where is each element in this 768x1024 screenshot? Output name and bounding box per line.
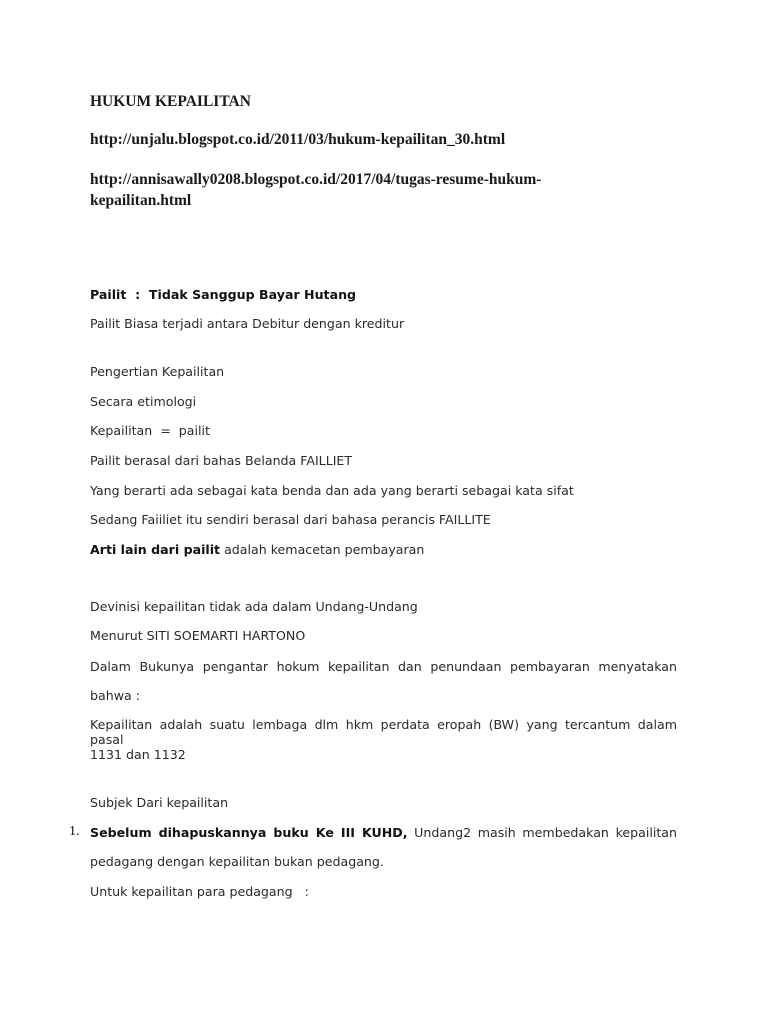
pengertian-heading: Pengertian Kepailitan [90, 364, 225, 379]
arti-lain-line [90, 542, 424, 557]
pailit-biasa-text: Pailit Biasa terjadi antara Debitur dengan kreditur [90, 316, 405, 331]
arti-lain-rest: adalah kemacetan pembayaran [220, 542, 425, 557]
dalam-bukunya-line-2: bahwa : [90, 688, 140, 703]
list-item-1-line-2: pedagang dengan kepailitan bukan pedagang. [90, 854, 384, 869]
kepailitan-equals-pailit: Kepailitan = pailit [90, 423, 210, 438]
kepailitan-adalah-line-2: 1131 dan 1132 [90, 747, 186, 762]
kepailitan-adalah-line-1: Kepailitan adalah suatu lembaga dlm hkm perdata eropah (BW) yang tercantum dalam pasal [90, 717, 677, 747]
source-link-2-line-1: http://annisawally0208.blogspot.co.id/2017/04/tugas-resume-hukum- [90, 171, 542, 188]
subjek-heading: Subjek Dari kepailitan [90, 795, 229, 810]
list-item-1-bold: Sebelum dihapuskannya buku Ke III KUHD, [90, 825, 408, 840]
list-item-1-line-1 [90, 825, 677, 840]
etimologi-heading: Secara etimologi [90, 394, 197, 409]
untuk-kepailitan-heading: Untuk kepailitan para pedagang : [90, 884, 309, 899]
pailit-definition-text: Pailit : Tidak Sanggup Bayar Hutang [90, 287, 357, 302]
pailit-definition [90, 287, 356, 302]
dalam-bukunya-line-1: Dalam Bukunya pengantar hokum kepailitan dan penundaan pembayaran menyatakan [90, 659, 677, 674]
belanda-origin: Pailit berasal dari bahas Belanda FAILLIET [90, 453, 353, 468]
list-item-number: 1. [69, 824, 80, 839]
list-item-1-rest: Undang2 masih membedakan kepailitan [407, 825, 678, 840]
menurut-heading: Menurut SITI SOEMARTI HARTONO [90, 628, 306, 643]
arti-lain-bold: Arti lain dari pailit [90, 542, 221, 557]
source-link-1: http://unjalu.blogspot.co.id/2011/03/hukum-kepailitan_30.html [90, 131, 506, 148]
yang-berarti-text: Yang berarti ada sebagai kata benda dan ada yang berarti sebagai kata sifat [90, 483, 574, 498]
document-title: HUKUM KEPAILITAN [90, 93, 251, 110]
source-link-2-line-2: kepailitan.html [90, 192, 192, 209]
devinisi-text: Devinisi kepailitan tidak ada dalam Undang-Undang [90, 599, 418, 614]
perancis-origin: Sedang Faiiliet itu sendiri berasal dari bahasa perancis FAILLITE [90, 512, 491, 527]
